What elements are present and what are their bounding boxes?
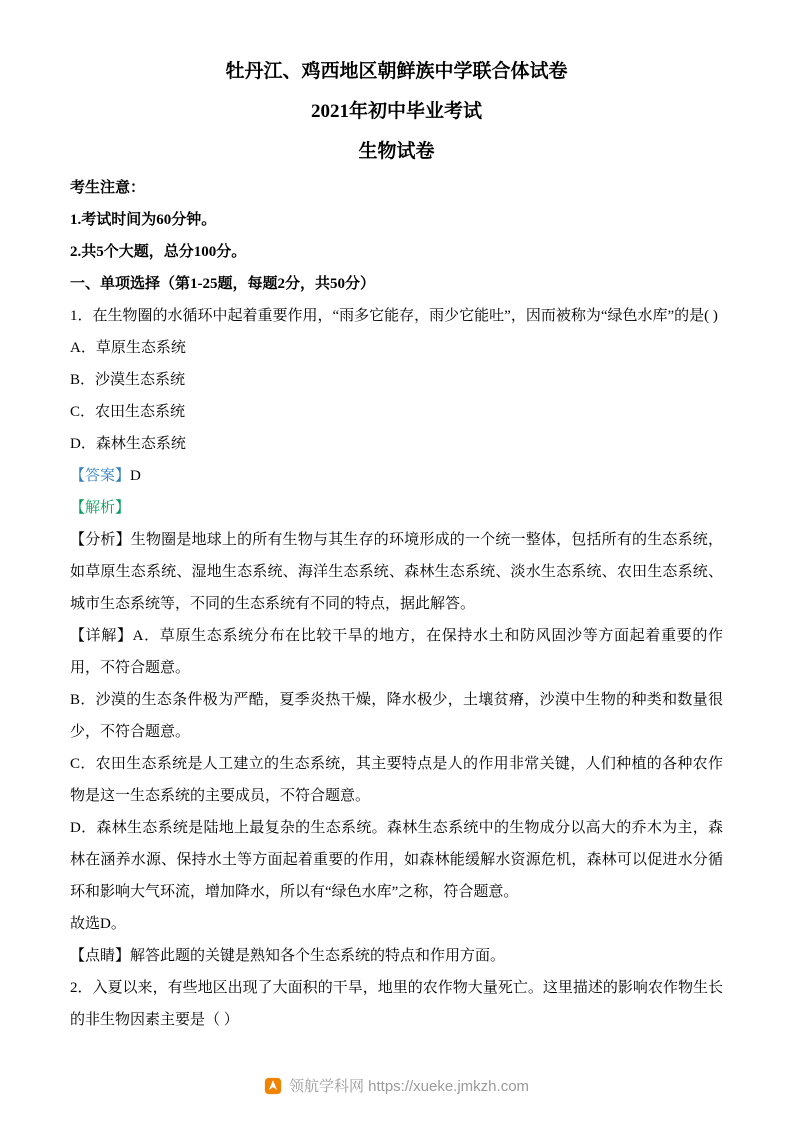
watermark-footer <box>0 1075 793 1096</box>
analysis-label: 【解析】 <box>70 500 131 516</box>
detail-paragraph-c: C．农田生态系统是人工建立的生态系统，其主要特点是人的作用非常关键，人们种植的各种农作物是这一生态系统的主要成员，不符合题意。 <box>70 756 723 804</box>
analysis-heading-line <box>70 492 723 524</box>
watermark-text: 领航学科网 https://xueke.jmkzh.com <box>288 1078 530 1095</box>
question-2-stem: 2．入夏以来，有些地区出现了大面积的干旱，地里的农作物大量死亡。这里描述的影响农作物生长的非生物因素主要是（ ） <box>70 980 723 1028</box>
conclusion-line: 故选D。 <box>70 916 126 932</box>
section-heading: 一、单项选择（第1-25题，每题2分，共50分） <box>70 276 375 292</box>
answer-label: 【答案】 <box>70 468 131 484</box>
question-1-option-a: A．草原生态系统 <box>70 340 186 356</box>
exam-title-line-3: 生物试卷 <box>358 141 435 162</box>
xueke-logo-icon <box>264 1077 282 1095</box>
notice-heading: 考生注意： <box>70 180 146 196</box>
detail-paragraph-b: B．沙漠的生态条件极为严酷，夏季炎热干燥，降水极少，土壤贫瘠，沙漠中生物的种类和数量很少，不符合题意。 <box>70 692 723 740</box>
exam-title-line-2: 2021年初中毕业考试 <box>310 101 482 122</box>
exam-title-line-1: 牡丹江、鸡西地区朝鲜族中学联合体试卷 <box>225 61 568 82</box>
answer-value: D <box>130 468 141 484</box>
detail-paragraph-a: 【详解】A．草原生态系统分布在比较干旱的地方，在保持水土和防风固沙等方面起着重要的作用，不符合题意。 <box>70 628 723 676</box>
detail-paragraph-d: D．森林生态系统是陆地上最复杂的生态系统。森林生态系统中的生物成分以高大的乔木为主，森林在涵养水源、保持水土等方面起着重要的作用，如森林能缓解水资源危机，森林可以促进水分循环和影响大气环流，增加降水，所以有“绿色水库”之称，符合题意。 <box>70 820 723 900</box>
analysis-paragraph: 【分析】生物圈是地球上的所有生物与其生存的环境形成的一个统一整体，包括所有的生态系统，如草原生态系统、湿地生态系统、海洋生态系统、森林生态系统、淡水生态系统、农田生态系统、城市生态系统等，不同的生态系统有不同的特点，据此解答。 <box>70 532 723 612</box>
question-1-stem: 1．在生物圈的水循环中起着重要作用，“雨多它能存，雨少它能吐”，因而被称为“绿色水库”的是( ) <box>70 308 718 324</box>
tip-paragraph: 【点睛】解答此题的关键是熟知各个生态系统的特点和作用方面。 <box>70 948 506 964</box>
answer-line <box>70 460 723 492</box>
notice-item-1: 1.考试时间为60分钟。 <box>70 212 217 228</box>
question-1-option-c: C．农田生态系统 <box>70 404 186 420</box>
question-1-option-d: D．森林生态系统 <box>70 436 186 452</box>
notice-item-2: 2.共5个大题，总分100分。 <box>70 244 247 260</box>
question-1-option-b: B．沙漠生态系统 <box>70 372 186 388</box>
